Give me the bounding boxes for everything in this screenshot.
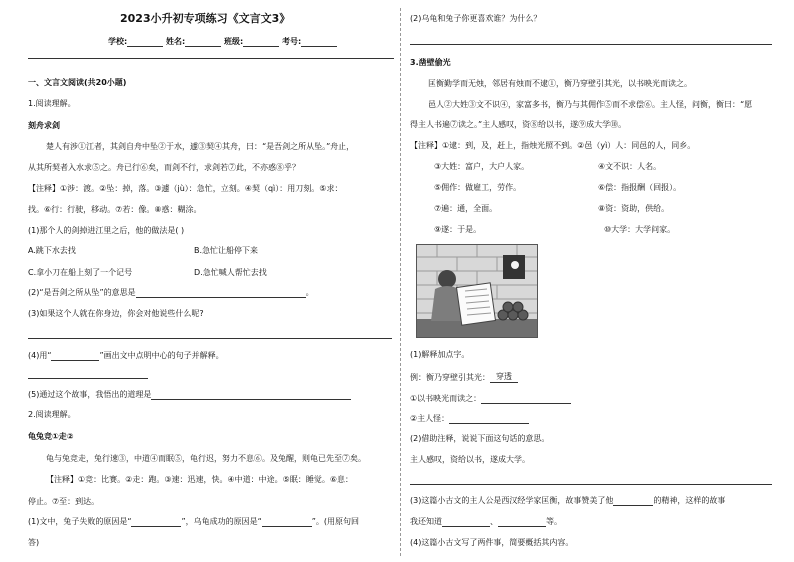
story-title-1: 刻舟求剑 [28,121,60,130]
example-answer: 穿透 [490,372,518,383]
name-label: 姓名: [166,37,186,46]
question-10-cont: 我还知道 、 等。 [410,517,562,526]
answer-blank-8-1[interactable] [481,403,571,404]
exam-no-field[interactable] [301,46,337,47]
option-d[interactable]: D.急忙喊人帮忙去找 [194,268,267,277]
column-divider [400,8,401,556]
answer-line-9[interactable] [410,484,772,485]
question-8-1: ①以书映光而读之： [410,394,571,404]
story-2-notes-1: 【注释】①竞：比赛。②走：跑。③速：迅速，快。④中道：中途。⑤眠：睡觉。⑥息： [46,475,354,484]
story-illustration [416,244,538,338]
story-3-note-10: ⑩大学：大学问家。 [604,225,676,234]
option-a[interactable]: A.跳下水去找 [28,246,76,255]
question-4: (4)用“ ”画出文中点明中心的句子并解释。 [28,351,224,360]
section-heading: 一、文言文阅读(共20小题) [28,78,127,87]
question-5: (5)通过这个故事，我悟出的道理是 [28,390,351,400]
class-label: 班级: [224,37,244,46]
option-c[interactable]: C.拿小刀在船上刻了一个记号 [28,268,133,277]
story-1-notes-2: 找。⑥行：行驶，移动。⑦若：像。⑧惑：糊涂。 [28,205,202,214]
question-3: (3)如果这个人就在你身边，你会对他说些什么呢? [28,309,204,318]
story-3-note-3: ③大姓：富户，大户人家。 [434,162,530,171]
underline-sample [51,360,99,361]
story-3-note-4: ④文不识：人名。 [598,162,662,171]
answer-blank-6b[interactable] [262,526,312,527]
question-1: (1)那个人的剑掉进江里之后，他的做法是( ) [28,226,185,235]
question-7: (2)乌龟和兔子你更喜欢谁？为什么？ [410,14,542,23]
story-title-3: 3.凿壁偷光 [410,58,451,67]
story-1-line-2: 从其所契者入水求⑤之。舟已行⑥矣，而剑不行，求剑若⑦此，不亦惑⑧乎？ [28,163,300,172]
student-info-row [108,37,337,47]
story-3-line-2: 邑人②大姓③文不识④，家富多书，衡乃与其佣作⑤而不求偿⑥。主人怪，问衡，衡曰：“愿 [428,100,753,109]
question-9-sentence: 主人感叹，资给以书，遂成大学。 [410,455,530,464]
story-3-line-3: 得主人书遍⑦读之。”主人感叹，资⑧给以书，遂⑨成大学⑩。 [410,120,627,129]
question-2: (2)“是吾剑之所从坠”的意思是 。 [28,288,314,297]
school-label: 学校: [108,37,128,46]
answer-blank-10c[interactable] [498,526,546,527]
answer-blank-2[interactable] [136,297,306,298]
story-3-note-5: ⑤佣作：做雇工，劳作。 [434,183,522,192]
question-6-cont: 答) [28,538,40,547]
answer-blank-10a[interactable] [613,505,653,506]
class-field[interactable] [243,46,279,47]
story-2-notes-2: 停止。⑦至：到达。 [28,497,100,506]
reading-1-label: 1.阅读理解。 [28,99,76,108]
name-field[interactable] [185,46,221,47]
answer-line-4[interactable] [28,378,148,379]
reading-2-label: 2.阅读理解。 [28,410,76,419]
story-1-notes-1: 【注释】①涉：渡。②坠：掉，落。③遽（jù）：急忙，立刻。④契（qì）：用刀刻。⑤求： [28,184,343,193]
story-3-line-1: 匡衡勤学而无烛，邻居有烛而不逮①，衡乃穿壁引其光，以书映光而读之。 [428,79,692,88]
answer-blank-6a[interactable] [131,526,181,527]
story-1-line-1: 楚人有涉①江者，其剑自舟中坠②于水，遽③契④其舟，曰：“是吾剑之所从坠。”舟止， [46,142,355,151]
question-11: (4)这篇小古文写了两件事，简要概括其内容。 [410,538,574,547]
answer-blank-5[interactable] [151,399,351,400]
story-3-note-7: ⑦遍：通，全面。 [434,204,498,213]
question-9: (2)借助注释，说说下面这句话的意思。 [410,434,550,443]
story-2-line-1: 龟与兔竞走，兔行速③，中道④而眠⑤，龟行迟，努力不息⑥。及兔醒，则龟已先至⑦矣。 [46,454,366,463]
question-8-example: 例：衡乃穿壁引其光： 穿透 [410,372,518,383]
story-3-note-8: ⑧资：资助，供给。 [598,204,670,213]
exam-no-label: 考号: [282,37,302,46]
answer-line-7[interactable] [410,44,772,45]
story-3-note-6: ⑥偿：指报酬（回报）。 [598,183,682,192]
page-title: 2023小升初专项练习《文言文3》 [120,12,291,25]
question-8-2: ②主人怪： [410,414,529,424]
answer-blank-8-2[interactable] [449,423,529,424]
question-6: (1)文中，兔子失败的原因是“ ”，乌龟成功的原因是“ ”。(用原句回 [28,517,360,526]
question-10: (3)这篇小古文的主人公是西汉经学家匡衡，故事赞美了他 的精神，这样的故事 [410,496,726,505]
answer-line-3[interactable] [28,338,392,339]
story-title-2: 龟兔竞①走② [28,432,74,441]
option-b[interactable]: B.急忙让船停下来 [194,246,259,255]
story-3-notes-0: 【注释】①逮：到，及，赶上，指烛光照不到。②邑（yì）人：同邑的人，同乡。 [410,141,696,150]
school-field[interactable] [127,46,163,47]
header-rule [28,58,394,59]
answer-blank-10b[interactable] [442,526,490,527]
question-8: (1)解释加点字。 [410,350,470,359]
story-3-note-9: ⑨遂：于是。 [434,225,482,234]
